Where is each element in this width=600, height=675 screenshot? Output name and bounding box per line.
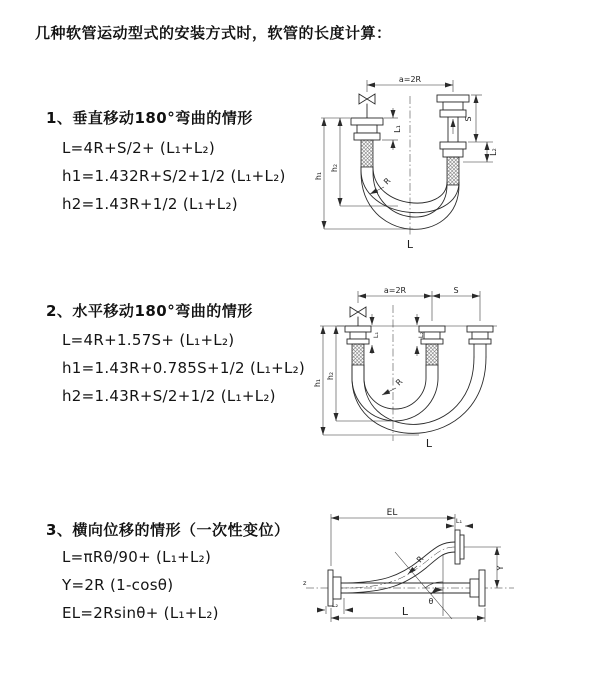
hose-u-bend xyxy=(352,357,486,433)
right-flange-fitting xyxy=(437,95,469,185)
section-2-formula-h1: h1=1.43R+0.785S+1/2 (L₁+L₂) xyxy=(62,359,306,377)
dimension-l2 xyxy=(463,142,498,162)
section-2-formula-L: L=4R+1.57S+ (L₁+L₂) xyxy=(62,331,235,349)
radius-leader xyxy=(382,377,405,395)
dim-label-y: Y xyxy=(496,565,505,571)
section-1-heading: 1、垂直移动180°弯曲的情形 xyxy=(46,109,253,127)
section-2-formula-h2: h2=1.43R+S/2+1/2 (L₁+L₂) xyxy=(62,387,276,405)
left-flange-fitting xyxy=(345,326,371,365)
section-1-formula-h1: h1=1.432R+S/2+1/2 (L₁+L₂) xyxy=(62,167,286,185)
dim-label-l2: L₂ xyxy=(489,148,498,156)
dim-label-h1: h₁ xyxy=(314,171,323,181)
valve-icon xyxy=(350,307,366,326)
dimension-l1 xyxy=(372,314,380,354)
dimension-l1 xyxy=(382,108,402,150)
diagram-3-lateral-displacement xyxy=(300,504,600,649)
dimension-l2 xyxy=(317,598,353,614)
section-3-formula-Y: Y=2R (1-cosθ) xyxy=(62,576,174,594)
dim-label-h2: h₂ xyxy=(330,163,339,173)
dim-label-l1: L₁ xyxy=(455,517,463,525)
label-length: L xyxy=(406,238,414,251)
label-radius: R xyxy=(414,554,426,565)
dimension-a2r xyxy=(358,286,480,321)
middle-flange-fitting xyxy=(419,326,445,365)
section-1-formula-h2: h2=1.43R+1/2 (L₁+L₂) xyxy=(62,195,238,213)
dim-label-h2: h₂ xyxy=(326,371,335,381)
section-2-heading: 2、水平移动180°弯曲的情形 xyxy=(46,302,253,320)
left-flange-fitting xyxy=(351,118,383,167)
dimension-l xyxy=(331,605,485,622)
dim-label-el: EL xyxy=(386,508,398,518)
dimension-a2r xyxy=(367,75,453,92)
section-3-formula-L: L=πRθ/90+ (L₁+L₂) xyxy=(62,548,212,566)
section-3-heading: 3、横向位移的情形（一次性变位） xyxy=(46,521,290,539)
label-radius: R xyxy=(382,176,393,187)
dimension-el xyxy=(331,508,455,566)
dimension-l2 xyxy=(417,314,425,356)
section-3-formula-EL: EL=2Rsinθ+ (L₁+L₂) xyxy=(62,604,219,622)
dim-label-h1: h₁ xyxy=(313,378,322,388)
dim-label-a2r: a=2R xyxy=(398,75,422,84)
dim-label-l2: L₂ xyxy=(417,331,425,339)
diagram-2-horizontal-movement-u-bend xyxy=(305,283,595,468)
section-1-formula-L: L=4R+S/2+ (L₁+L₂) xyxy=(62,139,216,157)
dimension-s xyxy=(432,286,480,296)
diagram-1-vertical-movement-u-bend xyxy=(310,72,590,267)
valve-icon xyxy=(359,94,375,118)
label-length: L xyxy=(401,605,409,618)
dim-label-s: S xyxy=(453,286,459,295)
label-radius: R xyxy=(394,377,405,388)
displaced-s-curve-hose xyxy=(341,530,464,593)
page-title: 几种软管运动型式的安装方式时，软管的长度计算： xyxy=(35,24,392,42)
dim-label-l1: L₁ xyxy=(393,125,402,133)
moved-flange-fitting xyxy=(467,326,493,357)
dim-label-a2r: a=2R xyxy=(383,286,407,295)
dimension-l1 xyxy=(446,517,473,526)
dim-label-s: S xyxy=(464,116,473,122)
dim-label-l1: L₁ xyxy=(372,331,380,339)
break-mark: z xyxy=(303,579,307,587)
label-theta: θ xyxy=(428,597,434,606)
dim-label-l2: L₂ xyxy=(331,601,339,609)
label-length: L xyxy=(425,437,433,450)
